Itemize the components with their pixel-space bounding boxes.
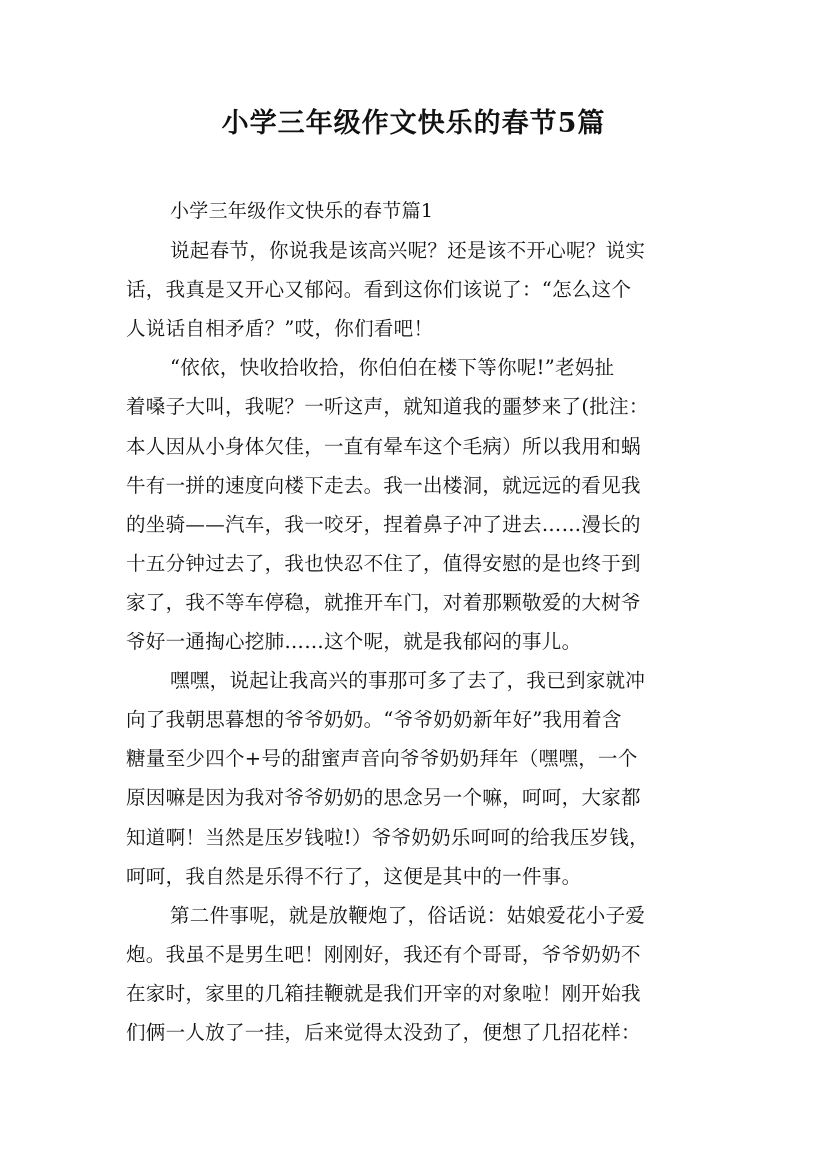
document-body	[126, 192, 712, 1052]
paragraph-4-line-1: 第二件事呢，就是放鞭炮了，俗话说：姑娘爱花小子爱	[170, 903, 646, 927]
document-title: 小学三年级作文快乐的春节5篇	[221, 108, 606, 139]
paragraph-1-line-2: 话，我真是又开心又郁闷。看到这你们该说了：“怎么这个	[126, 278, 632, 302]
paragraph-2-line-5: 的坐骑——汽车，我一咬牙，捏着鼻子冲了进去……漫长的	[126, 512, 641, 536]
paragraph-2-line-4: 牛有一拼的速度向楼下走去。我一出楼洞，就远远的看见我	[126, 473, 641, 497]
paragraph-2-line-6: 十五分钟过去了，我也快忍不住了，值得安慰的是也终于到	[126, 551, 641, 575]
paragraph-4-line-4: 们俩一人放了一挂，后来觉得太没劲了，便想了几招花样：	[126, 1020, 641, 1044]
paragraph-3-line-6: 呵呵，我自然是乐得不行了，这便是其中的一件事。	[126, 864, 582, 888]
paragraph-2-line-3: 本人因从小身体欠佳，一直有晕车这个毛病）所以我用和蜗	[126, 434, 641, 458]
paragraph-3-line-1: 嘿嘿，说起让我高兴的事那可多了去了，我已到家就冲	[170, 669, 646, 693]
paragraph-2-line-7: 家了，我不等车停稳，就推开车门，对着那颗敬爱的大树爷	[126, 590, 641, 614]
paragraph-3-line-5: 知道啊！当然是压岁钱啦!）爷爷奶奶乐呵呵的给我压岁钱，	[126, 825, 649, 849]
paragraph-4-line-3: 在家时，家里的几箱挂鞭就是我们开宰的对象啦！刚开始我	[126, 981, 641, 1005]
paragraph-2-line-2: 着嗓子大叫，我呢？一听这声，就知道我的噩梦来了(批注：	[126, 395, 649, 419]
paragraph-3-line-4: 原因嘛是因为我对爷爷奶奶的思念另一个嘛，呵呵，大家都	[126, 786, 641, 810]
paragraph-4-line-2: 炮。我虽不是男生吧！刚刚好，我还有个哥哥，爷爷奶奶不	[126, 942, 641, 966]
paragraph-2-line-8: 爷好一通掏心挖肺……这个呢，就是我郁闷的事儿。	[126, 630, 582, 654]
paragraph-3-line-3: 糖量至少四个+号的甜蜜声音向爷爷奶奶拜年（嘿嘿，一个	[126, 747, 638, 771]
paragraph-1-line-3: 人说话自相矛盾？”哎，你们看吧！	[126, 317, 434, 341]
paragraph-1-line-1: 说起春节，你说我是该高兴呢？还是该不开心呢？说实	[170, 239, 646, 263]
paragraph-2-line-1: “依依，快收拾收拾，你伯伯在楼下等你呢!”老妈扯	[170, 356, 615, 380]
paragraph-3-line-2: 向了我朝思暮想的爷爷奶奶。“爷爷奶奶新年好”我用着含	[126, 708, 622, 732]
section-heading: 小学三年级作文快乐的春节篇1	[170, 200, 434, 222]
